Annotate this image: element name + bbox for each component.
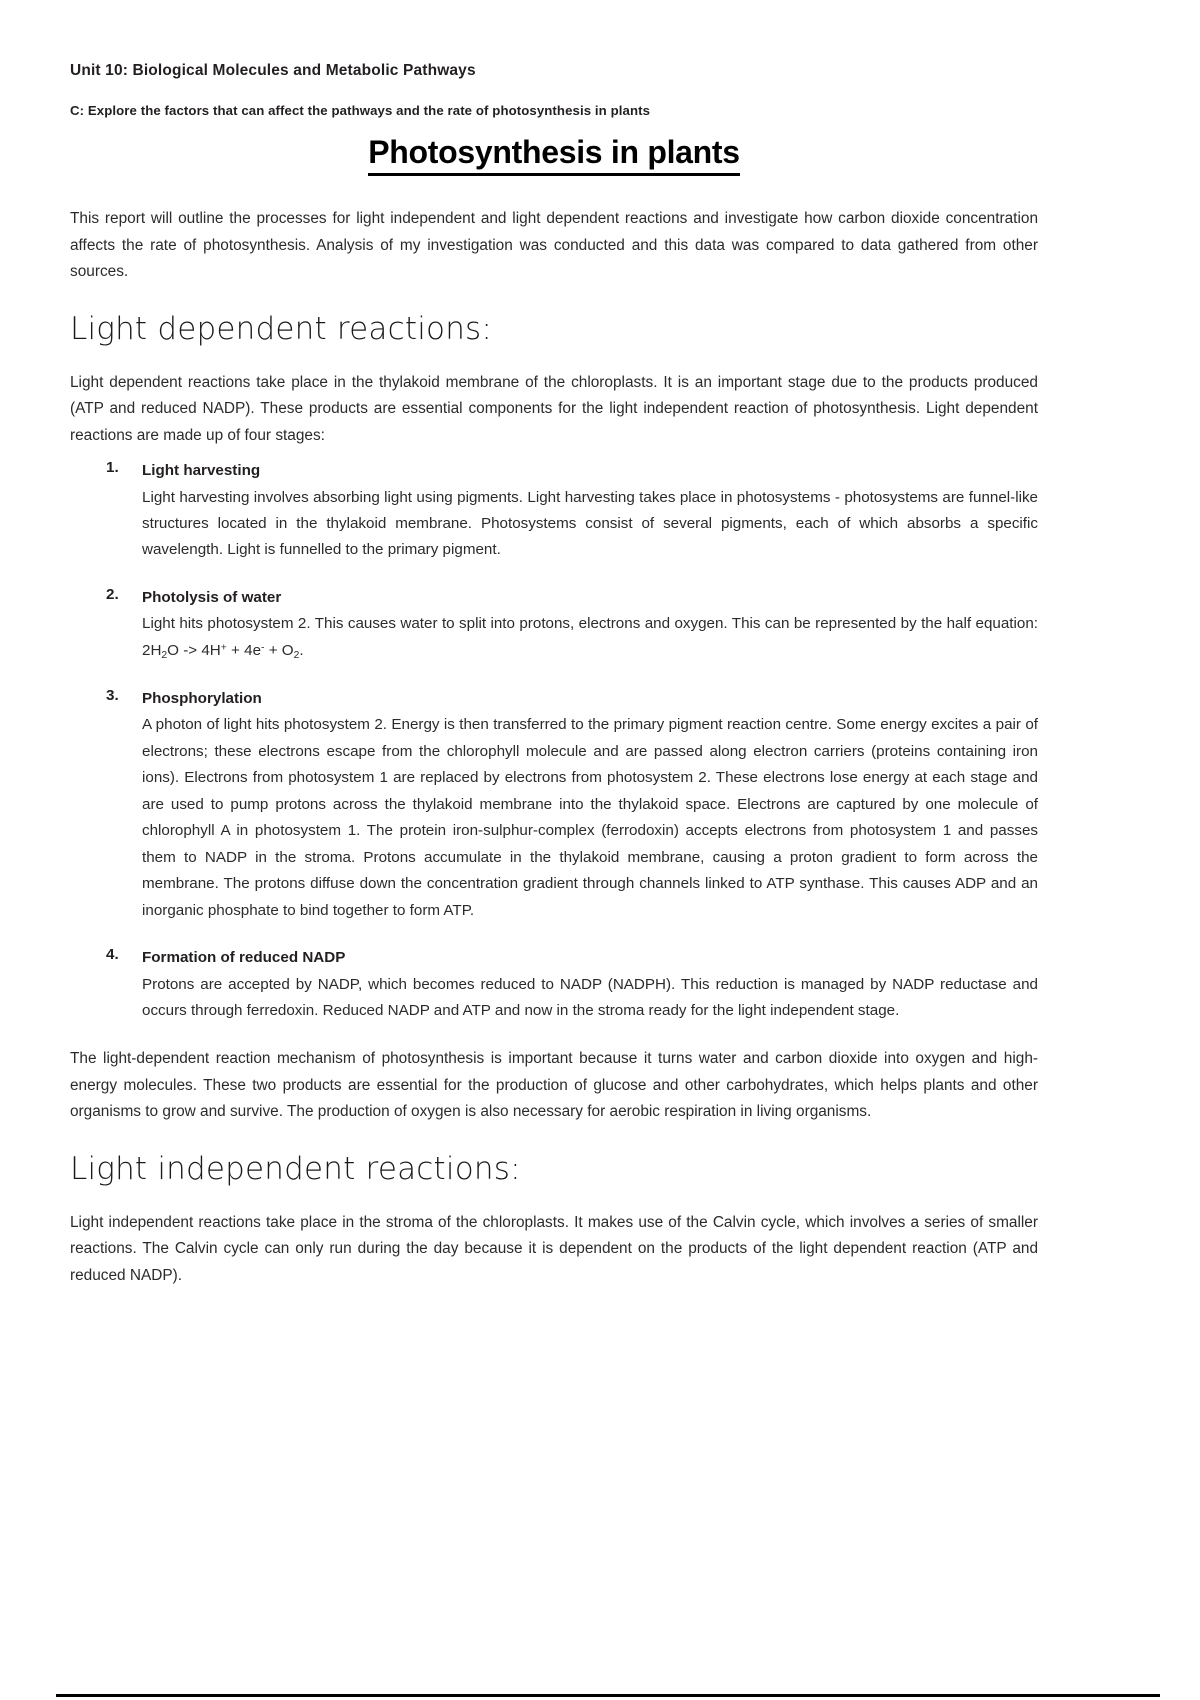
equation-part: 2H: [142, 641, 162, 659]
stage-title: Phosphorylation: [142, 689, 262, 707]
list-item: [70, 946, 1038, 1024]
equation-superscript: -: [261, 642, 265, 654]
stage-body: A photon of light hits photosystem 2. Energy is then transferred to the primary pigment reaction centre. Some energy excites a pair of electrons; these electrons escape from the chlorophyll molecule and are passed along electron carriers (proteins containing iron ions). Electrons from photosystem 1 are replaced by electrons from photosystem 2. These electrons lose energy at each stage and are used to pump protons across the thylakoid membrane into the thylakoid space. Electrons are captured by one molecule of chlorophyll A in photosystem 1. The protein iron-sulphur-complex (ferrodoxin) accepts electrons from photosystem 1 and passes them to NADP in the stroma. Protons accumulate in the thylakoid membrane, causing a proton gradient to form across the membrane. The protons diffuse down the concentration gradient through channels linked to ATP synthase. This causes ADP and an inorganic phosphate to bind together to form ATP.: [142, 716, 1038, 919]
section-intro-light-dependent: Light dependent reactions take place in the thylakoid membrane of the chloroplasts. It is an important stage due to the products produced (ATP and reduced NADP). These products are essential components for the light independent reaction of photosynthesis. Light dependent reactions are made up of four stages:: [70, 373, 1038, 444]
page-title: [70, 132, 1038, 176]
intro-paragraph: This report will outline the processes for light independent and light dependent reactions and investigate how carbon dioxide concentration affects the rate of photosynthesis. Analysis of my investigation was conducted and this data was compared to data gathered from other sources.: [70, 210, 1038, 281]
chemical-equation: [142, 642, 304, 659]
section-heading-light-independent: Light independent reactions:: [70, 1150, 521, 1187]
equation-subscript: 2: [293, 649, 300, 661]
section-intro-light-independent: Light independent reactions take place in the stroma of the chloroplasts. It makes use of the Calvin cycle, which involves a series of smaller reactions. The Calvin cycle can only run during the day because it is dependent on the products of the light dependent reaction (ATP and reduced NADP).: [70, 1213, 1038, 1284]
list-item: [70, 459, 1038, 564]
equation-superscript: +: [220, 642, 227, 654]
footer-divider: [56, 1694, 1160, 1697]
stages-list: [70, 459, 1038, 1024]
list-item: [70, 687, 1038, 924]
equation-part: + 4e: [226, 641, 262, 659]
equation-part: .: [299, 641, 304, 659]
stage-body: Protons are accepted by NADP, which becomes reduced to NADP (NADPH). This reduction is managed by NADP reductase and occurs through ferredoxin. Reduced NADP and ATP and now in the stroma ready for the light independent stage.: [142, 975, 1038, 1019]
section-heading-light-dependent: Light dependent reactions:: [70, 310, 493, 347]
stage-body-text: Light hits photosystem 2. This causes water to split into protons, electrons and oxygen. This can be represented by the half equation:: [142, 615, 1038, 633]
stage-title: Formation of reduced NADP: [142, 948, 346, 966]
document-content: [70, 62, 1038, 1289]
criteria-header: C: Explore the factors that can affect the pathways and the rate of photosynthesis in plants: [70, 102, 651, 118]
unit-header: Unit 10: Biological Molecules and Metabolic Pathways: [70, 62, 476, 79]
equation-part: O -> 4H: [167, 641, 221, 659]
stage-title: Light harvesting: [142, 461, 261, 479]
list-item: [70, 586, 1038, 665]
section-outro-light-dependent: The light-dependent reaction mechanism of photosynthesis is important because it turns water and carbon dioxide into oxygen and high-energy molecules. These two products are essential for the production of glucose and other carbohydrates, which helps plants and other organisms to grow and survive. The production of oxygen is also necessary for aerobic respiration in living organisms.: [70, 1050, 1038, 1121]
stage-title: Photolysis of water: [142, 588, 282, 606]
stage-body: Light harvesting involves absorbing light using pigments. Light harvesting takes place in photosystems - photosystems are funnel-like structures located in the thylakoid membrane. Photosystems consist of several pigments, each of which absorbs a specific wavelength. Light is funnelled to the primary pigment.: [142, 488, 1038, 559]
equation-part: + O: [264, 641, 294, 659]
stage-body: [142, 611, 1038, 664]
page-title-text: Photosynthesis in plants: [368, 132, 740, 176]
equation-subscript: 2: [161, 649, 168, 661]
